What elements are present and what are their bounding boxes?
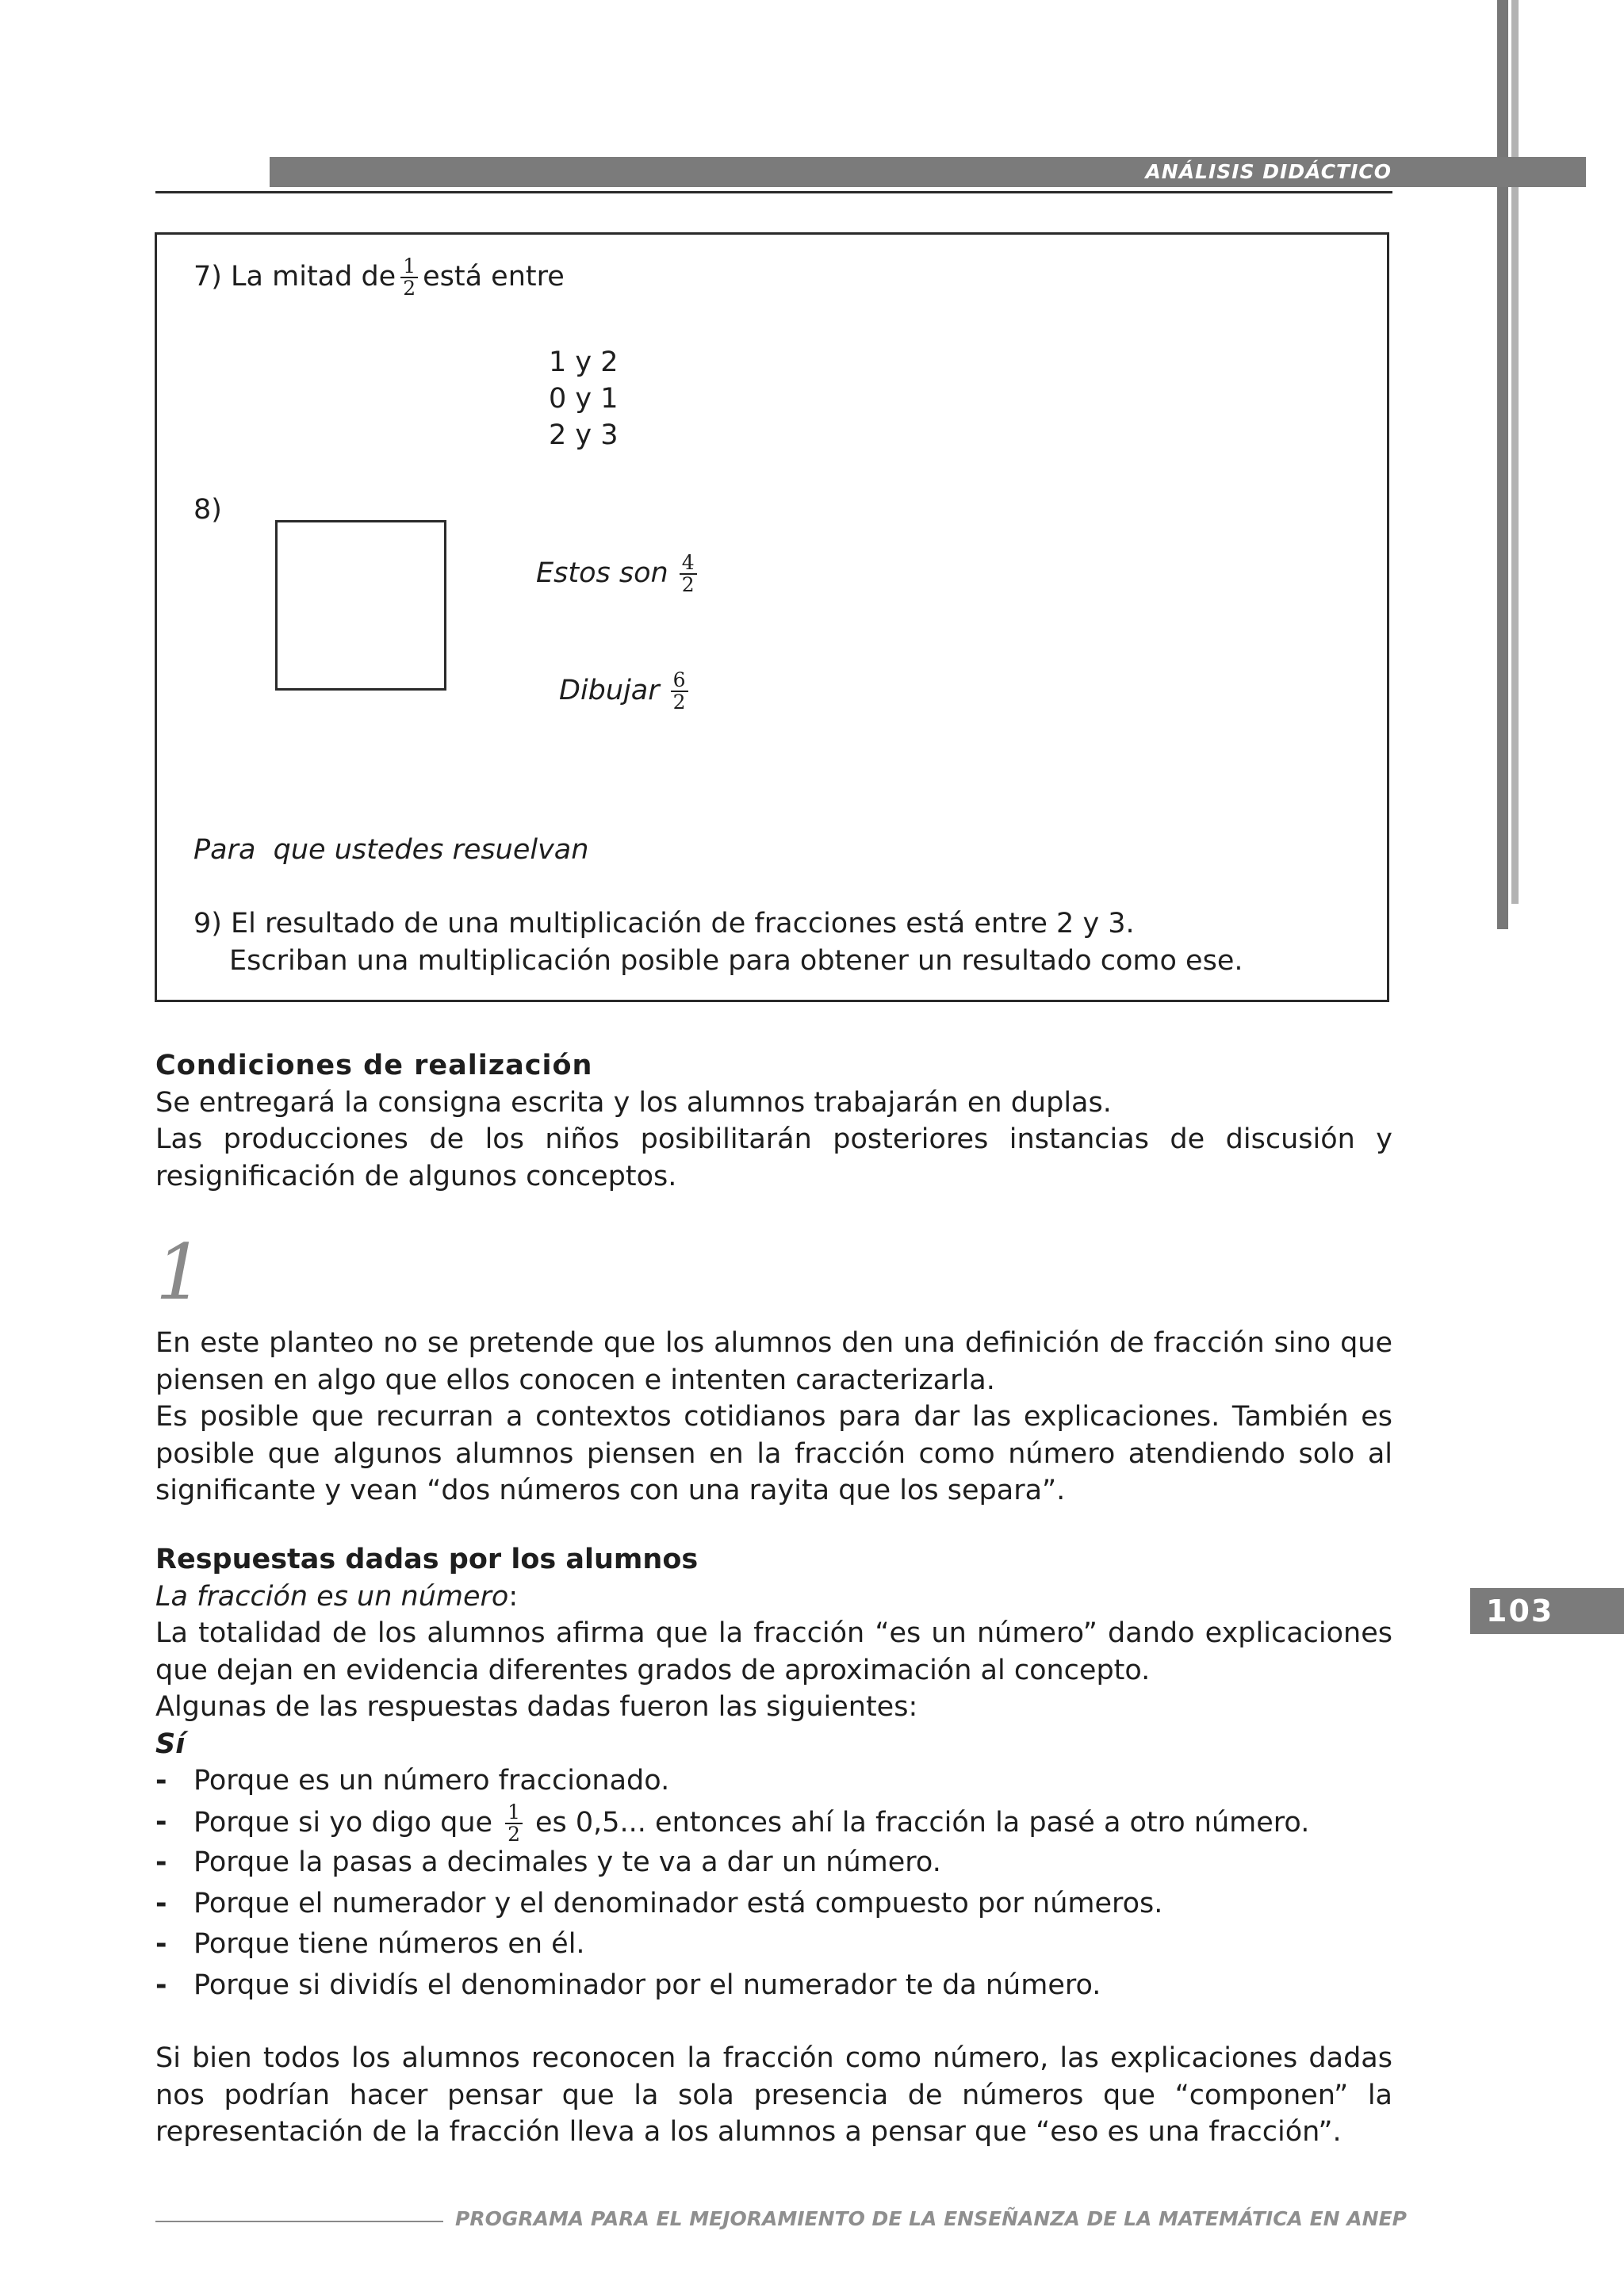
fraction: $\frac{6}{2}$ <box>671 670 688 713</box>
question-8-label: 8) <box>193 494 222 526</box>
section-label: ANÁLISIS DIDÁCTICO <box>1145 160 1392 183</box>
paragraph: Las producciones de los niños posibilitarán posteriores instancias de discusión y resignificación de algunos conceptos. <box>155 1123 1392 1192</box>
response-list <box>155 1761 1392 2006</box>
paragraph: Se entregará la consigna escrita y los alumnos trabajarán en duplas. <box>155 1086 1112 1119</box>
question-7-suffix: está entre <box>423 261 565 293</box>
section-1-text <box>155 1325 1392 1510</box>
question-9-line-1: 9) El resultado de una multiplicación de fracciones está entre 2 y 3. <box>193 908 1135 939</box>
fraction: $\frac{1}{2}$ <box>505 1802 523 1845</box>
square-drawing <box>275 520 446 691</box>
list-item: - Porque si dividís el denominador por el numerador te da número. <box>155 1969 1101 2001</box>
list-item: - Porque el numerador y el denominador está compuesto por números. <box>155 1887 1163 1919</box>
conditions-heading: Condiciones de realización <box>155 1050 593 1081</box>
question-8-line-1: Estos son $\frac{4}{2}$ <box>536 553 702 595</box>
option: 0 y 1 <box>549 383 619 415</box>
responses-heading: Respuestas dadas por los alumnos <box>155 1544 699 1575</box>
box-subtitle: Para que ustedes resuelvan <box>193 834 589 866</box>
list-item: - Porque tiene números en él. <box>155 1928 585 1960</box>
fraction: $\frac{1}{2}$ <box>400 256 418 299</box>
responses-subheading: La fracción es un número: <box>155 1580 519 1613</box>
conditions-section <box>155 1047 1392 1195</box>
option: 2 y 3 <box>549 419 619 451</box>
decorative-vertical-bar-dark <box>1497 0 1508 929</box>
footer-text: PROGRAMA PARA EL MEJORAMIENTO DE LA ENSEÑANZA DE LA MATEMÁTICA EN ANEP <box>455 2207 1407 2230</box>
option: 1 y 2 <box>549 346 619 378</box>
question-9-line-2: Escriban una multiplicación posible para obtener un resultado como ese. <box>229 945 1243 977</box>
section-number: 1 <box>155 1228 205 1317</box>
closing-paragraph: Si bien todos los alumnos reconocen la fracción como número, las explicaciones dadas nos podrían hacer pensar que la sola presencia de números que “componen” la representación de la fracción lleva a los alumnos a pensar que “eso es una fracción”. <box>155 2042 1392 2148</box>
fraction: $\frac{4}{2}$ <box>680 553 697 595</box>
paragraph: Es posible que recurran a contextos cotidianos para dar las explicaciones. También es posible que algunos alumnos piensen en la fracción como número atendiendo solo al significante y vean “dos números con una rayita que los separa”. <box>155 1401 1392 1506</box>
question-7 <box>193 256 565 299</box>
paragraph: Algunas de las respuestas dadas fueron las siguientes: <box>155 1691 918 1723</box>
question-7-prefix: 7) La mitad de <box>193 261 396 293</box>
responses-section <box>155 1541 1392 1762</box>
option-list <box>549 344 619 453</box>
yes-label: Sí <box>155 1728 186 1760</box>
decorative-vertical-bar-light <box>1511 0 1519 904</box>
question-8-line-2: Dibujar $\frac{6}{2}$ <box>559 670 693 713</box>
footer-rule <box>155 2221 443 2222</box>
list-item: - Porque es un número fraccionado. <box>155 1765 670 1797</box>
list-item: - Porque si yo digo que $\frac{1}{2}$ es 0,5... entonces ahí la fracción la pasé a otro número. <box>155 1800 1310 1846</box>
page-number: 103 <box>1470 1588 1624 1634</box>
list-item: - Porque la pasas a decimales y te va a dar un número. <box>155 1846 941 1878</box>
paragraph: En este planteo no se pretende que los alumnos den una definición de fracción sino que piensen en algo que ellos conocen e intenten caracterizarla. <box>155 1327 1392 1396</box>
paragraph: La totalidad de los alumnos afirma que la fracción “es un número” dando explicaciones que dejan en evidencia diferentes grados de aproximación al concepto. <box>155 1617 1392 1686</box>
header-rule <box>155 191 1392 193</box>
